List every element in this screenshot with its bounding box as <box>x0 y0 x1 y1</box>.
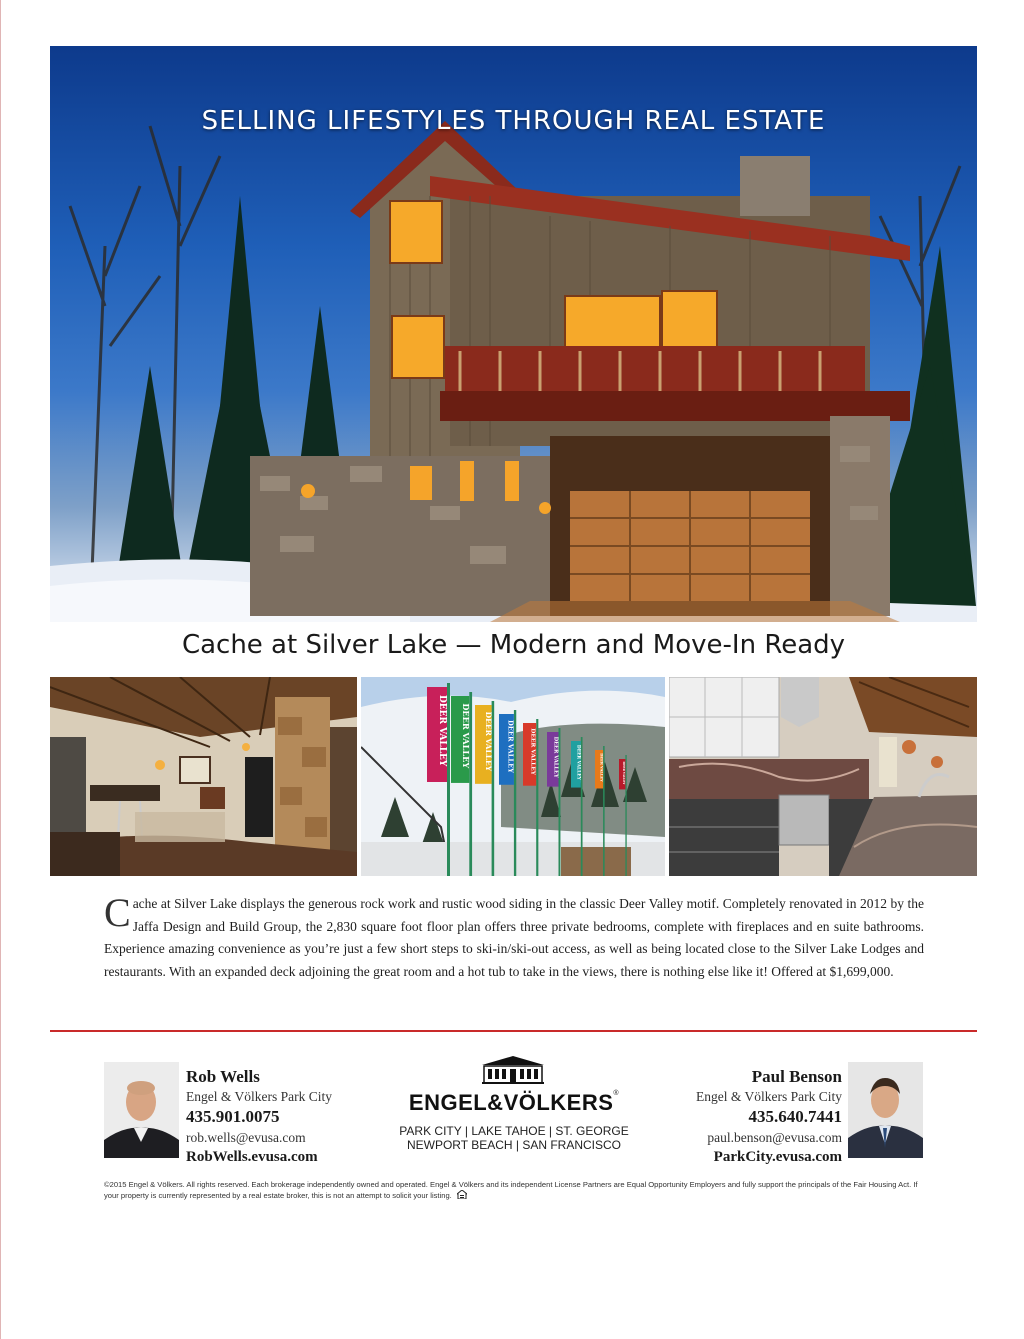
brokerage-wordmark[interactable] <box>400 1090 628 1116</box>
banner-label: DEER VALLEY <box>437 695 447 767</box>
deer-valley-banners-photo <box>361 677 665 876</box>
drop-cap-letter: C <box>104 890 131 935</box>
registered-mark: ® <box>613 1090 620 1097</box>
agent-email[interactable]: paul.benson@evusa.com <box>707 1130 842 1145</box>
banner-label: DEER VALLEY <box>529 728 537 775</box>
avatar <box>848 1062 923 1158</box>
agent-card-rob-wells <box>186 1067 386 1167</box>
agent-company: Engel & Völkers Park City <box>186 1089 332 1104</box>
agent-card-paul-benson <box>642 1067 842 1167</box>
agent-phone[interactable]: 435.901.0075 <box>186 1107 280 1126</box>
hero-photo <box>50 46 977 622</box>
divider-rule <box>50 1030 977 1032</box>
agent-phone[interactable]: 435.640.7441 <box>748 1107 842 1126</box>
equal-housing-icon <box>457 1190 467 1199</box>
page-edge-line <box>0 0 1 1339</box>
hero-tagline: SELLING LIFESTYLES THROUGH REAL ESTATE <box>201 106 826 136</box>
agent-photo-rob-wells <box>104 1062 179 1158</box>
description-text: ache at Silver Lake displays the generous rock work and rustic wood siding in the classic Deer Valley motif. Completely renovated in 2012 by the Jaffa Design and Build Group, the 2,830 square foot floor plan offers three private bedrooms, complete with fireplaces and en suite bathrooms. Experience amazing convenience as you’re just a few short steps to ski-in/ski-out access, as well as being located close to the Silver Lake Lodges and restaurants. With an expanded deck adjoining the great room and a hot tub to take in the views, there is nothing else like it! Offered at $1,699,000. <box>104 896 924 979</box>
agent-name: Paul Benson <box>751 1067 842 1086</box>
banner-label: DEER VALLEY <box>483 711 493 772</box>
office-locations-line-2: NEWPORT BEACH | SAN FRANCISCO <box>406 1138 622 1152</box>
agent-photo-paul-benson <box>848 1062 923 1158</box>
banner-label: DEER VALLEY <box>552 736 559 778</box>
brokerage-wordmark-text: ENGEL&VÖLKERS <box>408 1090 614 1115</box>
legal-disclaimer <box>104 1180 924 1200</box>
brokerage-building-icon <box>480 1056 546 1084</box>
listing-description <box>104 890 924 983</box>
deer-valley-banners-illustration <box>361 677 665 876</box>
banner-label: DEER VALLEY <box>460 703 471 769</box>
living-room-illustration <box>50 677 357 876</box>
kitchen-illustration <box>669 677 977 876</box>
banner-label: DEER VALLEY <box>575 744 581 780</box>
banner-label: DEER VALLEY <box>506 719 515 773</box>
office-locations-line-1: PARK CITY | LAKE TAHOE | ST. GEORGE <box>399 1124 629 1138</box>
banner-label: DEER VALLEY <box>622 761 627 785</box>
avatar <box>104 1062 179 1158</box>
agent-website[interactable]: RobWells.evusa.com <box>186 1149 318 1165</box>
kitchen-photo <box>669 677 977 876</box>
listing-title: Cache at Silver Lake — Modern and Move-In Ready <box>181 630 846 660</box>
agent-company: Engel & Völkers Park City <box>696 1089 842 1104</box>
agent-email[interactable]: rob.wells@evusa.com <box>186 1130 306 1145</box>
disclaimer-text: ©2015 Engel & Völkers. All rights reserved. Each brokerage independently owned and operated. Engel & Völkers and its independent License Partners are Equal Opportunity Employers and fully support the principals of the Fair Housing Act. If your property is currently represented by a real estate broker, this is not an attempt to solicit your listing. <box>104 1180 918 1200</box>
agent-name: Rob Wells <box>186 1067 260 1086</box>
living-room-photo <box>50 677 357 876</box>
agent-website[interactable]: ParkCity.evusa.com <box>713 1149 842 1165</box>
banner-label: DEER VALLEY <box>599 753 604 782</box>
